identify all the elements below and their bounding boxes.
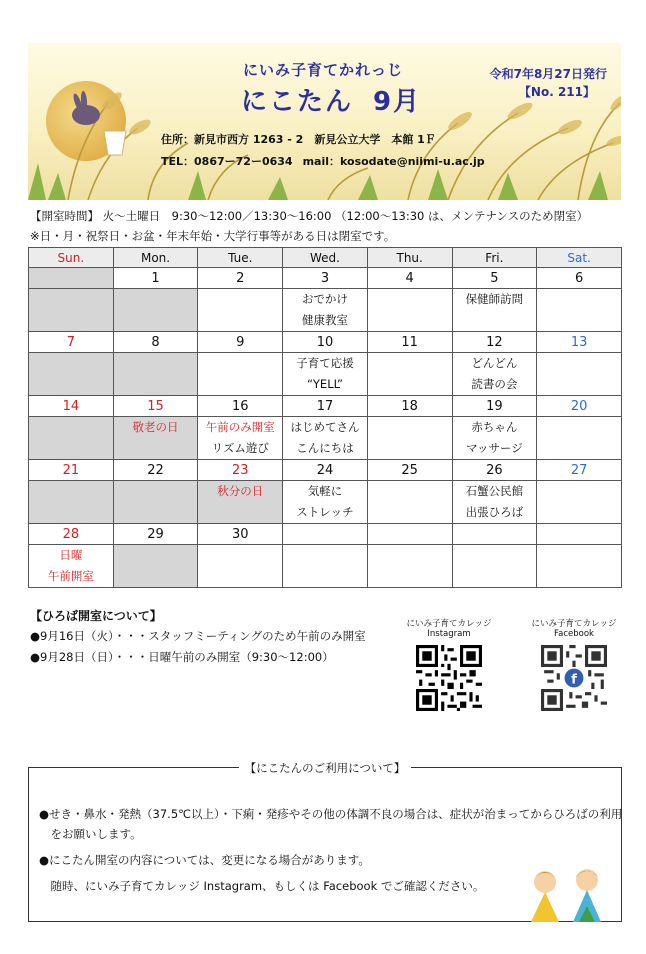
date-cell: 11 (367, 332, 452, 353)
event-row (29, 481, 622, 524)
event-line: “YELL” (306, 377, 343, 391)
event-line: 保健師訪問 (465, 292, 524, 306)
date-cell: 9 (198, 332, 283, 353)
qr-service: Instagram (427, 629, 471, 639)
title-month: 9月 (373, 87, 422, 117)
date-cell: 21 (29, 460, 114, 481)
date-cell: 29 (113, 524, 198, 545)
event-cell (452, 417, 537, 460)
date-row (29, 524, 622, 545)
usage-line: 随時、にいみ子育てカレッジ Instagram、もしくは Facebook でご確認ください。 (39, 879, 485, 893)
date-row (29, 396, 622, 417)
plaza-item: ●9月28日（日）・・・日曜午前のみ開室（9:30～12:00） (30, 650, 334, 664)
date-cell: 19 (452, 396, 537, 417)
instagram-qr-block[interactable] (400, 617, 498, 714)
event-cell (367, 545, 452, 588)
date-cell: 28 (29, 524, 114, 545)
title-text: にこたん (241, 87, 354, 117)
usage-line: をお願いします。 (39, 827, 142, 841)
event-row (29, 545, 622, 588)
date-cell: 15 (113, 396, 198, 417)
day-header-sun: Sun. (29, 248, 114, 268)
date-cell: 23 (198, 460, 283, 481)
event-row (29, 353, 622, 396)
event-cell (113, 417, 198, 460)
date-cell: 12 (452, 332, 537, 353)
event-cell (198, 417, 283, 460)
date-cell: 2 (198, 268, 283, 289)
children-illustration (521, 864, 613, 922)
date-row (29, 460, 622, 481)
event-line: こんにちは (296, 441, 354, 455)
event-line: 読書の会 (471, 377, 518, 391)
instagram-qr-code-icon[interactable] (416, 645, 482, 711)
day-header-mon: Mon. (113, 248, 198, 268)
holiday-label: 敬老の日 (132, 420, 179, 434)
qr-title: にいみ子育てカレッジ (406, 619, 492, 629)
facebook-qr-block[interactable] (525, 617, 623, 714)
event-cell (367, 289, 452, 332)
date-cell: 5 (452, 268, 537, 289)
newsletter-subtitle: にいみ子育てかれっじ (243, 61, 404, 79)
header-banner (28, 43, 621, 200)
event-line: 気軽に (307, 484, 343, 498)
issue-number: 【No. 211】 (518, 85, 595, 99)
event-cell (452, 481, 537, 524)
date-cell: 3 (283, 268, 368, 289)
date-cell (537, 524, 622, 545)
event-cell (198, 545, 283, 588)
date-row (29, 332, 622, 353)
event-line: 赤ちゃん (471, 420, 518, 434)
date-cell: 4 (367, 268, 452, 289)
facebook-qr-code-icon[interactable] (541, 645, 607, 711)
date-cell: 10 (283, 332, 368, 353)
event-cell (198, 289, 283, 332)
event-cell (29, 353, 114, 396)
event-cell (29, 289, 114, 332)
date-cell (452, 524, 537, 545)
date-cell: 18 (367, 396, 452, 417)
event-line: 出張ひろば (465, 505, 524, 519)
event-line: 健康教室 (301, 313, 348, 327)
event-cell (367, 481, 452, 524)
date-cell: 26 (452, 460, 537, 481)
event-cell (113, 481, 198, 524)
date-row (29, 268, 622, 289)
event-cell (283, 353, 368, 396)
plaza-heading: 【ひろば開室について】 (30, 609, 162, 623)
event-line: ストレッチ (296, 505, 354, 519)
date-cell: 1 (113, 268, 198, 289)
event-cell (537, 353, 622, 396)
event-line: 午前のみ開室 (205, 420, 275, 434)
event-cell (367, 353, 452, 396)
event-cell (198, 481, 283, 524)
usage-notice-box (28, 761, 623, 922)
event-line: マッサージ (465, 441, 523, 455)
event-cell (537, 481, 622, 524)
date-cell: 24 (283, 460, 368, 481)
event-cell (283, 481, 368, 524)
date-cell: 25 (367, 460, 452, 481)
date-cell: 7 (29, 332, 114, 353)
qr-title: にいみ子育てカレッジ (531, 619, 617, 629)
event-line: どんどん (471, 356, 518, 370)
issue-date: 令和7年8月27日発行 (489, 67, 607, 81)
svg-text:f: f (571, 672, 577, 688)
date-cell: 6 (537, 268, 622, 289)
event-cell (537, 417, 622, 460)
event-line: おでかけ (302, 292, 348, 306)
date-cell: 17 (283, 396, 368, 417)
event-cell (29, 417, 114, 460)
usage-heading-text: 【にこたんのご利用について】 (239, 761, 412, 775)
date-cell: 22 (113, 460, 198, 481)
event-cell (283, 289, 368, 332)
newsletter-title (241, 81, 421, 118)
telephone: TEL：0867ー72ー0634 (161, 155, 293, 168)
event-cell (113, 353, 198, 396)
calendar-table (28, 247, 622, 588)
opening-hours: 【開室時間】 火～土曜日 9:30～12:00／13:30～16:00 （12:00～13:30 は、メンテナンスのため閉室） (30, 209, 589, 223)
event-line: 子育て応援 (296, 356, 354, 370)
event-cell (113, 289, 198, 332)
closed-days-note: ※日・月・祝祭日・お盆・年末年始・大学行事等がある日は閉室です。 (30, 229, 396, 243)
calendar-header-row (29, 248, 622, 268)
event-cell (29, 545, 114, 588)
usage-line: ●せき・鼻水・発熱（37.5℃以上）・下痢・発疹やその他の体調不良の場合は、症状が治まってからひろばの利用 (39, 807, 623, 821)
date-cell: 8 (113, 332, 198, 353)
usage-heading (29, 760, 621, 776)
email-link[interactable]: mail：kosodate@niimi-u.ac.jp (302, 155, 485, 168)
event-cell (113, 545, 198, 588)
usage-line: ●にこたん開室の内容については、変更になる場合があります。 (39, 853, 370, 867)
date-cell: 16 (198, 396, 283, 417)
day-header-tue: Tue. (198, 248, 283, 268)
event-line: 午前開室 (47, 569, 94, 583)
contact-info (161, 153, 485, 169)
day-header-sat: Sat. (537, 248, 622, 268)
date-cell: 13 (537, 332, 622, 353)
date-cell (367, 524, 452, 545)
day-header-fri: Fri. (452, 248, 537, 268)
day-header-wed: Wed. (283, 248, 368, 268)
date-cell (29, 268, 114, 289)
event-cell (537, 289, 622, 332)
date-cell: 14 (29, 396, 114, 417)
date-cell: 27 (537, 460, 622, 481)
date-cell: 30 (198, 524, 283, 545)
event-line: 石蟹公民館 (465, 484, 524, 498)
date-cell (283, 524, 368, 545)
event-cell (452, 545, 537, 588)
event-cell (29, 481, 114, 524)
event-line: 日曜 (59, 548, 83, 562)
address: 住所：新見市西方 1263 - 2 新見公立大学 本館 1Ｆ (161, 133, 436, 146)
event-cell (367, 417, 452, 460)
date-cell: 20 (537, 396, 622, 417)
holiday-label: 秋分の日 (217, 484, 264, 498)
event-cell (198, 353, 283, 396)
event-row (29, 417, 622, 460)
event-cell (283, 545, 368, 588)
event-cell (537, 545, 622, 588)
day-header-thu: Thu. (367, 248, 452, 268)
event-cell (452, 289, 537, 332)
event-line: はじめてさん (290, 420, 360, 434)
event-cell (452, 353, 537, 396)
qr-service: Facebook (554, 629, 594, 639)
plaza-item: ●9月16日（火）・・・スタッフミーティングのため午前のみ開室 (30, 629, 366, 643)
event-row (29, 289, 622, 332)
event-cell (283, 417, 368, 460)
event-line: リズム遊び (211, 441, 269, 455)
